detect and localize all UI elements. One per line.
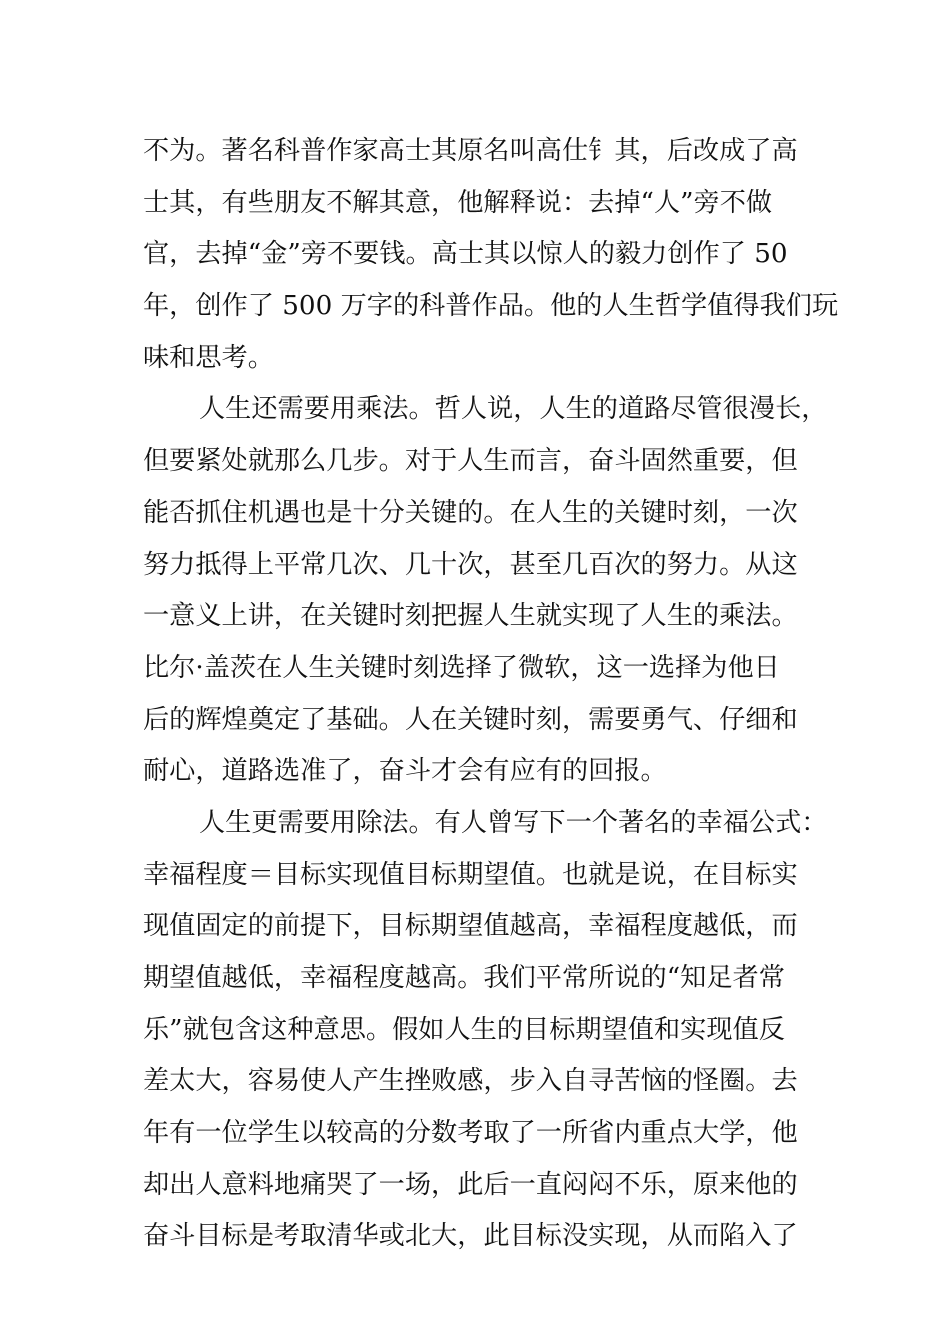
text-line: 年有一位学生以较高的分数考取了一所省内重点大学，他 xyxy=(143,1118,798,1149)
text-line: 后的辉煌奠定了基础。人在关键时刻，需要勇气、仔细和 xyxy=(143,704,798,735)
text-line: 士其，有些朋友不解其意，他解释说：去掉“人”旁不做 xyxy=(143,187,773,218)
text-line: 味和思考。 xyxy=(143,342,274,373)
document-body xyxy=(143,126,839,1263)
text-line: 年，创作了 500 万字的科普作品。他的人生哲学值得我们玩 xyxy=(143,291,839,322)
text-line: 差太大，容易使人产生挫败感，步入自寻苦恼的怪圈。去 xyxy=(143,1066,798,1097)
text-line: 奋斗目标是考取清华或北大，此目标没实现，从而陷入了 xyxy=(143,1221,798,1252)
text-line: 但要紧处就那么几步。对于人生而言，奋斗固然重要，但 xyxy=(143,446,798,477)
paragraph-start-line: 人生更需要用除法。有人曾写下一个著名的幸福公式： xyxy=(199,807,828,838)
text-line: 现值固定的前提下，目标期望值越高，幸福程度越低，而 xyxy=(143,911,798,942)
text-line: 却出人意料地痛哭了一场，此后一直闷闷不乐，原来他的 xyxy=(143,1169,798,1200)
text-line: 不为。著名科普作家高士其原名叫高仕钅其，后改成了高 xyxy=(143,136,798,166)
text-line: 期望值越低，幸福程度越高。我们平常所说的“知足者常 xyxy=(143,963,785,993)
text-line: 乐”就包含这种意思。假如人生的目标期望值和实现值反 xyxy=(143,1014,785,1045)
paragraph-start-line: 人生还需要用乘法。哲人说，人生的道路尽管很漫长， xyxy=(199,394,828,425)
text-line: 幸福程度＝目标实现值目标期望值。也就是说，在目标实 xyxy=(143,859,798,890)
text-line: 能否抓住机遇也是十分关键的。在人生的关键时刻，一次 xyxy=(143,497,798,528)
text-line: 官，去掉“金”旁不要钱。高士其以惊人的毅力创作了 50 xyxy=(143,239,788,270)
text-line: 努力抵得上平常几次、几十次，甚至几百次的努力。从这 xyxy=(143,549,798,580)
text-line: 耐心，道路选准了，奋斗才会有应有的回报。 xyxy=(143,756,667,787)
text-line: 比尔·盖茨在人生关键时刻选择了微软，这一选择为他日 xyxy=(143,652,780,683)
text-line: 一意义上讲，在关键时刻把握人生就实现了人生的乘法。 xyxy=(143,601,798,632)
